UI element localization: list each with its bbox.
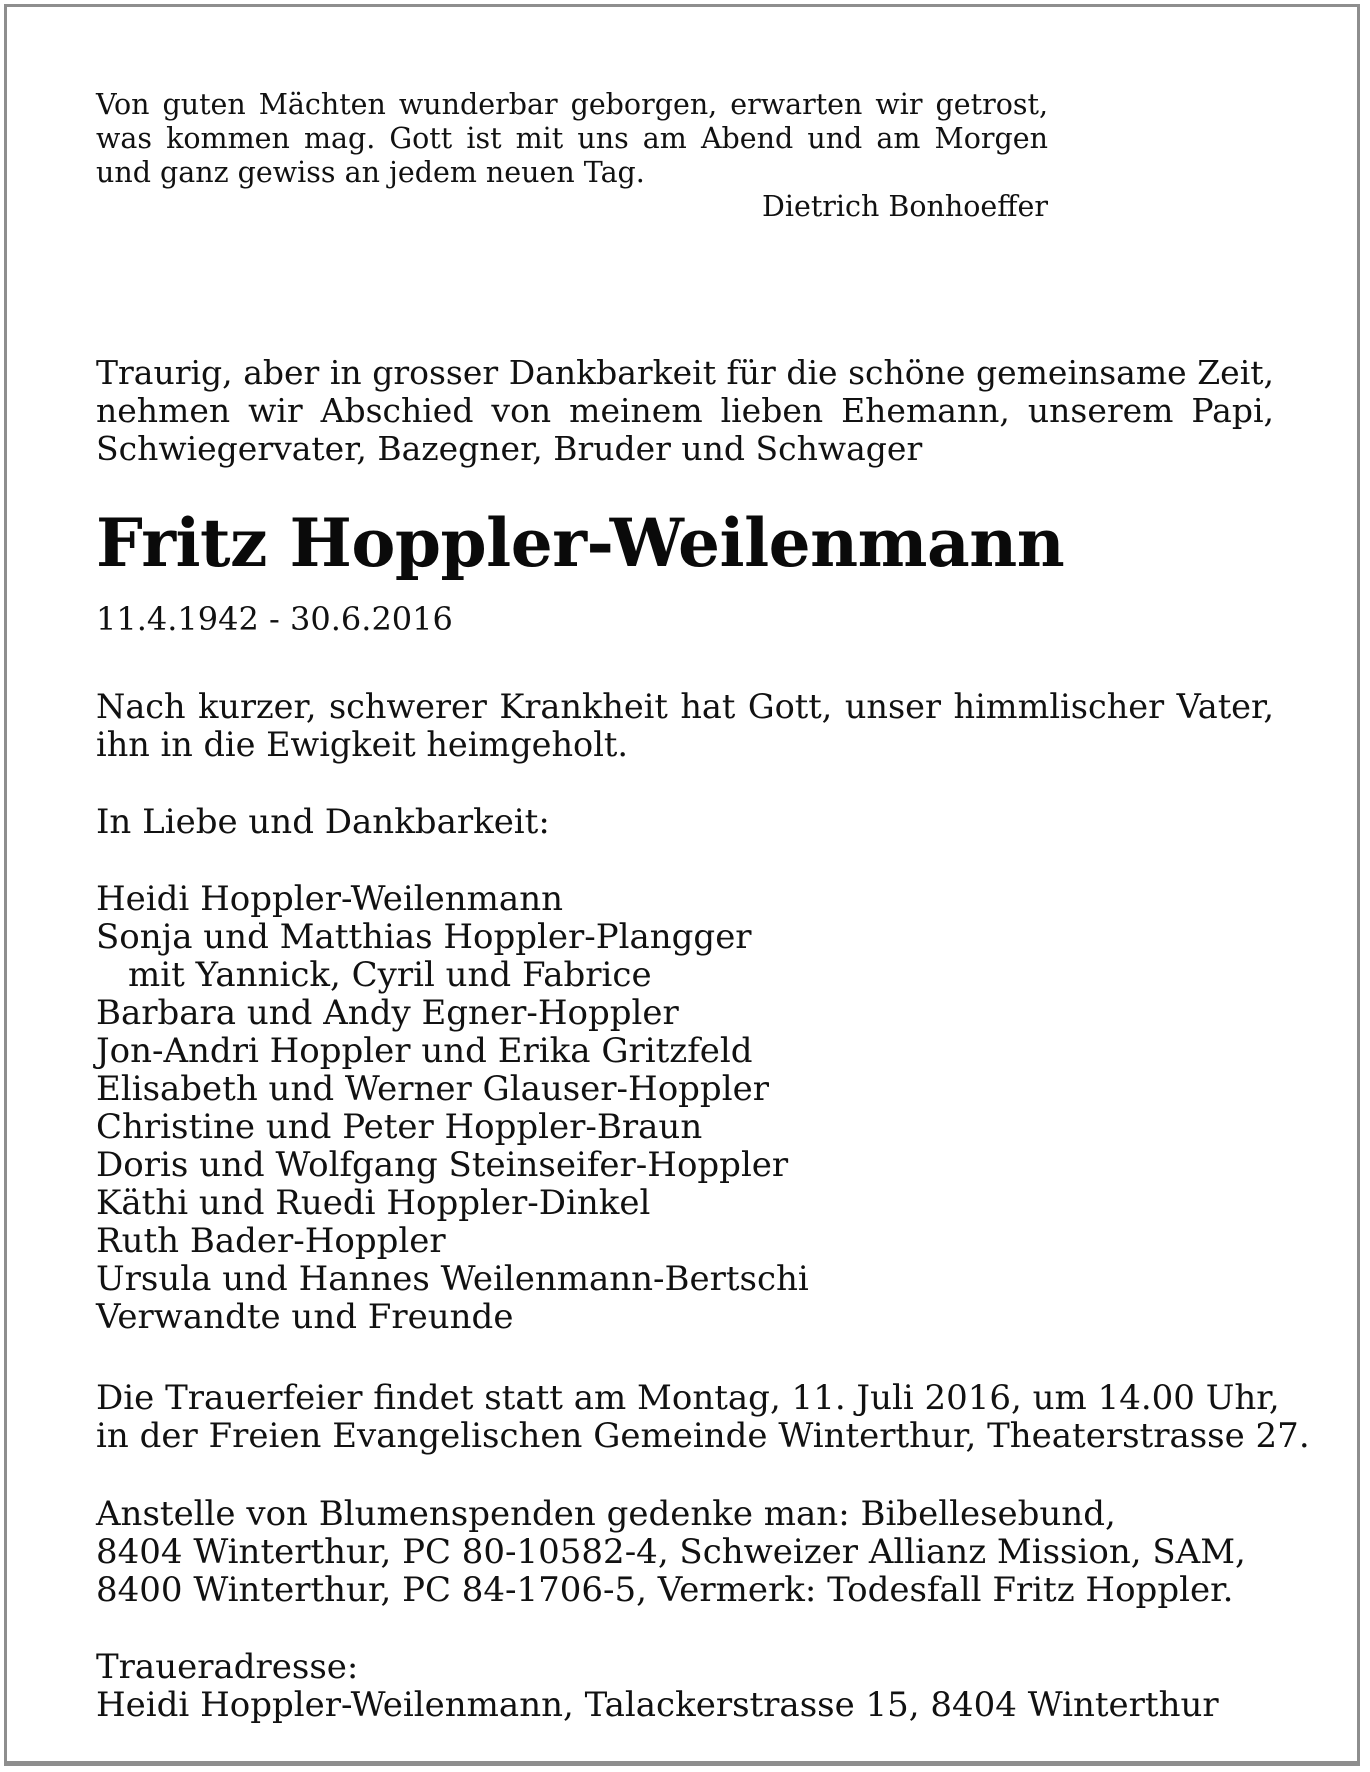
- mourner-entry: mit Yannick, Cyril und Fabrice: [128, 955, 652, 995]
- mourner-entry: Käthi und Ruedi Hoppler-Dinkel: [96, 1183, 651, 1223]
- donation-info: [96, 1495, 1246, 1609]
- address-line: Heidi Hoppler-Weilenmann, Talackerstrasse 15, 8404 Winterthur: [96, 1685, 1219, 1725]
- mourner-entry: Barbara und Andy Egner-Hoppler: [96, 993, 679, 1033]
- message-line: Nach kurzer, schwerer Krankheit hat Gott, unser himmlischer Vater,: [96, 687, 1274, 726]
- farewell-intro: [96, 354, 1274, 468]
- mourner-entry: Elisabeth und Werner Glauser-Hoppler: [96, 1069, 769, 1109]
- mourner-entry: Ursula und Hannes Weilenmann-Bertschi: [96, 1259, 809, 1299]
- deceased-name: Fritz Hoppler-Weilenmann: [96, 504, 1065, 582]
- intro-line: Traurig, aber in grosser Dankbarkeit für die schöne gemeinsame Zeit,: [96, 353, 1274, 392]
- service-line: in der Freien Evangelischen Gemeinde Winterthur, Theaterstrasse 27.: [96, 1416, 1310, 1456]
- mourning-address: [96, 1648, 1219, 1724]
- quote-author: Dietrich Bonhoeffer: [762, 190, 1048, 223]
- address-label: Traueradresse:: [96, 1647, 359, 1687]
- mourner-entry: Heidi Hoppler-Weilenmann: [96, 879, 563, 919]
- donation-line: Anstelle von Blumenspenden gedenke man: Bibellesebund,: [96, 1494, 1116, 1534]
- life-dates: 11.4.1942 - 30.6.2016: [96, 600, 453, 638]
- intro-line: nehmen wir Abschied von meinem lieben Ehemann, unserem Papi,: [96, 391, 1274, 430]
- mourners-list: [96, 880, 809, 1336]
- mourner-entry: Ruth Bader-Hoppler: [96, 1221, 446, 1261]
- mourner-entry: Jon-Andri Hoppler und Erika Gritzfeld: [96, 1031, 753, 1071]
- intro-line: Schwiegervater, Bazegner, Bruder und Schwager: [96, 429, 923, 468]
- donation-line: 8404 Winterthur, PC 80-10582-4, Schweizer Allianz Mission, SAM,: [96, 1532, 1246, 1572]
- mourner-entry: Christine und Peter Hoppler-Braun: [96, 1107, 703, 1147]
- quote-line: was kommen mag. Gott ist mit uns am Abend und am Morgen: [96, 122, 1048, 155]
- message-line: ihn in die Ewigkeit heimgeholt.: [96, 725, 629, 764]
- donation-line: 8400 Winterthur, PC 84-1706-5, Vermerk: Todesfall Fritz Hoppler.: [96, 1570, 1234, 1610]
- funeral-service-info: [96, 1379, 1310, 1455]
- passing-message: [96, 688, 1274, 764]
- quote-line: und ganz gewiss an jedem neuen Tag.: [96, 156, 645, 189]
- mourner-entry: Verwandte und Freunde: [96, 1297, 514, 1337]
- mourner-entry: Doris und Wolfgang Steinseifer-Hoppler: [96, 1145, 789, 1185]
- closing-phrase: In Liebe und Dankbarkeit:: [96, 802, 550, 842]
- bonhoeffer-quote: [96, 88, 1048, 224]
- mourner-entry: Sonja und Matthias Hoppler-Plangger: [96, 917, 752, 957]
- quote-line: Von guten Mächten wunderbar geborgen, erwarten wir getrost,: [96, 88, 1048, 121]
- service-line: Die Trauerfeier findet statt am Montag, 11. Juli 2016, um 14.00 Uhr,: [96, 1378, 1280, 1418]
